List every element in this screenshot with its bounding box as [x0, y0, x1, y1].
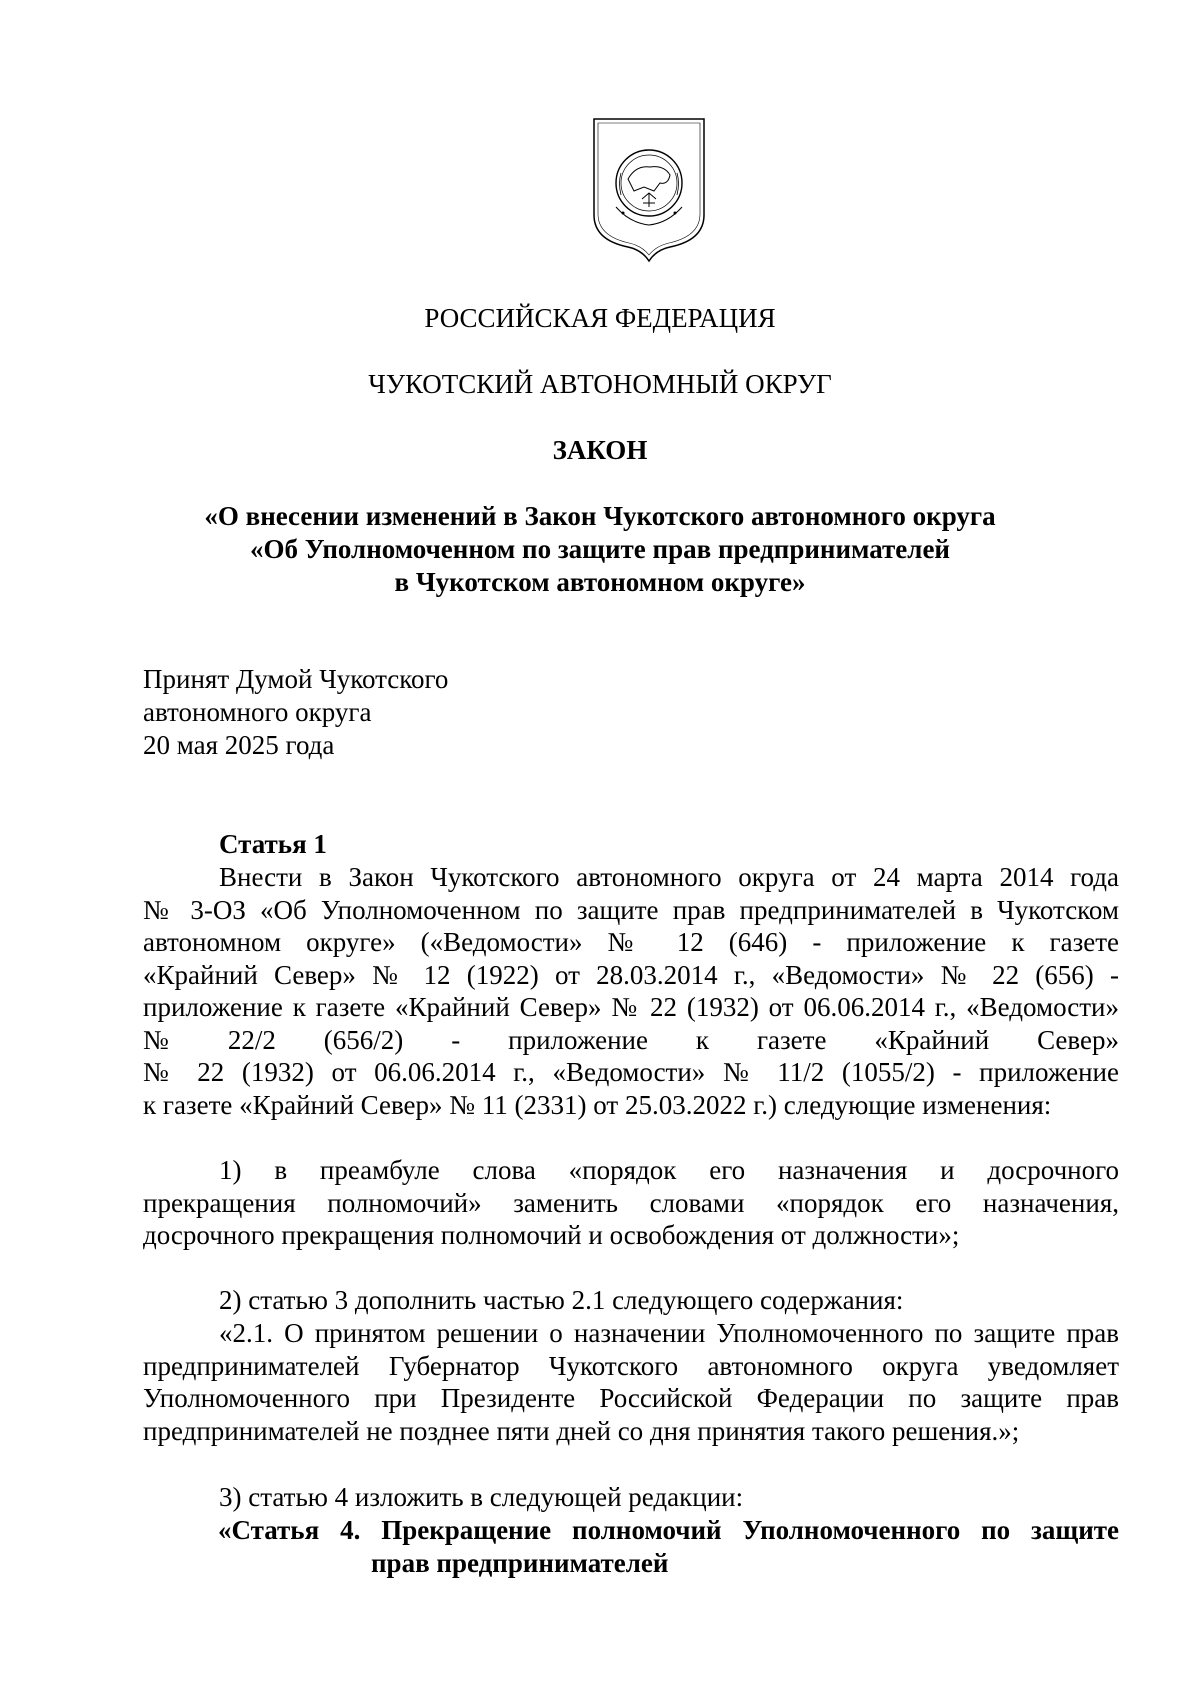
new-article-4-heading-cont: прав предпринимателей: [371, 1548, 669, 1578]
article-line: к газете «Крайний Север» № 11 (2331) от 25.03.2022 г.) следующие изменения:: [143, 1089, 1052, 1120]
article-line: автономном округе» («Ведомости» № 12 (646) - приложение к газете: [143, 927, 1119, 957]
article-line: приложение к газете «Крайний Север» № 22 (1932) от 06.06.2014 г., «Ведомости»: [143, 992, 1119, 1022]
item-line: Уполномоченного при Президенте Российской Федерации по защите прав: [143, 1383, 1119, 1413]
heading-line: «Статья 4. Прекращение полномочий Уполномоченного по защите: [218, 1515, 1119, 1545]
amendment-item-2-intro: 2) статью 3 дополнить частью 2.1 следующего содержания:: [219, 1285, 904, 1315]
item-line: 1) в преамбуле слова «порядок его назначения и досрочного: [219, 1155, 1119, 1185]
adoption-line: автономного округа: [143, 697, 372, 727]
title-line: «Об Уполномоченном по защите прав предпринимателей: [250, 534, 950, 564]
region-heading: ЧУКОТСКИЙ АВТОНОМНЫЙ ОКРУГ: [368, 369, 832, 399]
item-line: прекращения полномочий» заменить словами «порядок его назначения,: [143, 1187, 1119, 1218]
adoption-note: [143, 663, 1119, 762]
article-line: «Крайний Север» № 12 (1922) от 28.03.2014 г., «Ведомости» № 22 (656) -: [143, 959, 1119, 990]
amendment-item-1: [143, 1154, 1119, 1252]
article-line: № 22 (1932) от 06.06.2014 г., «Ведомости» № 11/2 (1055/2) - приложение: [143, 1057, 1119, 1087]
adoption-line: Принят Думой Чукотского: [143, 664, 449, 694]
article-intro: [143, 861, 1119, 1121]
adoption-line: 20 мая 2025 года: [143, 730, 335, 760]
article-heading: Статья 1: [219, 829, 327, 859]
item-line: «2.1. О принятом решении о назначении Уполномоченного по защите прав: [219, 1318, 1119, 1348]
title-line: «О внесении изменений в Закон Чукотского автономного округа: [204, 501, 996, 531]
item-line: досрочного прекращения полномочий и освобождения от должности»;: [143, 1220, 960, 1250]
new-article-4-heading: [218, 1514, 1119, 1547]
item-line: предпринимателей Губернатор Чукотского автономного округа уведомляет: [143, 1350, 1119, 1381]
title-line: в Чукотском автономном округе»: [394, 567, 806, 597]
article-line: № 22/2 (656/2) - приложение к газете «Крайний Север»: [143, 1024, 1119, 1055]
amendment-item-3-intro: 3) статью 4 изложить в следующей редакции:: [219, 1482, 744, 1512]
item-line: предпринимателей не позднее пяти дней со дня принятия такого решения.»;: [143, 1415, 1020, 1446]
amendment-item-2-text: [143, 1317, 1119, 1447]
article-line: Внести в Закон Чукотского автономного округа от 24 марта 2014 года: [219, 862, 1119, 892]
document-type-heading: ЗАКОН: [552, 435, 648, 465]
country-heading: РОССИЙСКАЯ ФЕДЕРАЦИЯ: [424, 303, 776, 333]
document-title: [0, 500, 1200, 599]
article-line: № 3-ОЗ «Об Уполномоченном по защите прав предпринимателей в Чукотском: [143, 894, 1119, 925]
chukotka-coat-of-arms-icon: [590, 115, 708, 265]
